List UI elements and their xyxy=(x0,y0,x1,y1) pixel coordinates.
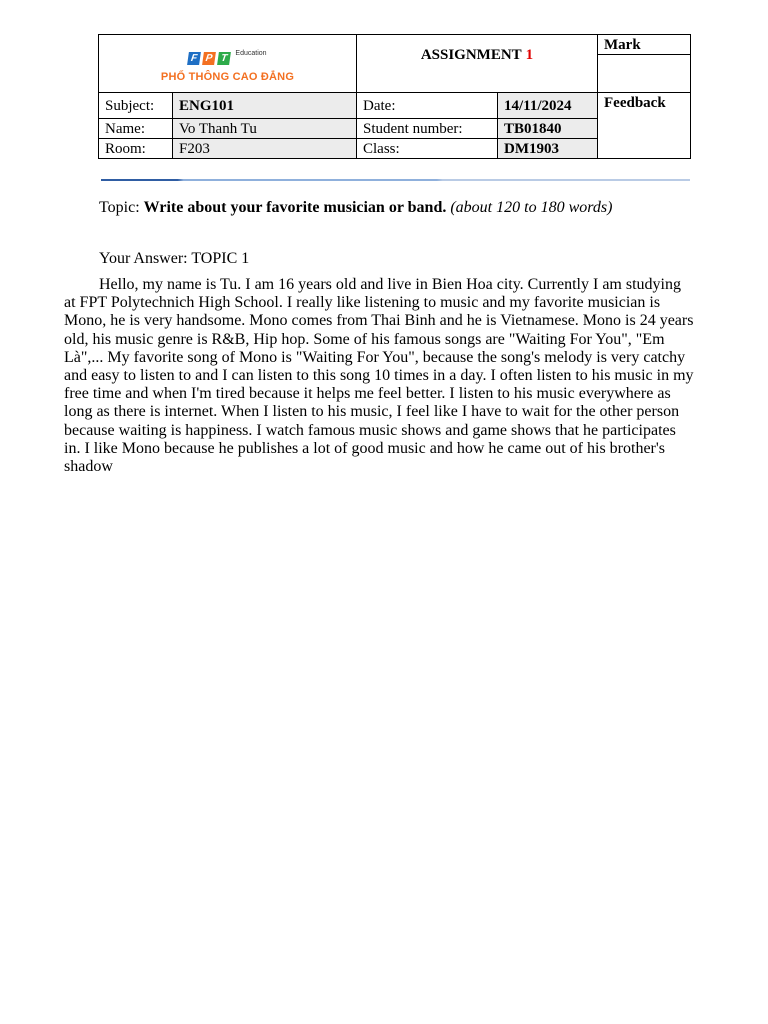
date-value: 14/11/2024 xyxy=(497,92,598,119)
answer-body: Hello, my name is Tu. I am 16 years old and live in Bien Hoa city. Currently I am studying at FPT Polytechnich High School. I really like listening to music and my favorite musician is Mono, he is very handsome. Mono comes from Thai Binh and he is Vietnamese. Mono is 24 years old, his music genre is R&B, Hip hop. Some of his famous songs are "Waiting For You", "Em Là",... My favorite song of Mono is "Waiting For You", because the song's melody is very catchy and easy to listen to and I can listen to this song 10 times in a day. I often listen to his music in my free time and when I'm tired because it helps me feel better. I listen to his music everywhere as long as there is internet. When I listen to his music, I feel like I have to wait for the other person because waiting is happiness. I watch famous music shows and game shows that he participates in. I like Mono because he publishes a lot of good music and how he came out of his brother's shadow xyxy=(64,276,694,476)
topic-word-count: (about 120 to 180 words) xyxy=(450,199,613,216)
room-label: Room: xyxy=(98,138,173,159)
student-number-label: Student number: xyxy=(356,118,498,139)
logo-letter-t: T xyxy=(218,52,232,65)
topic-title: Write about your favorite musician or band. xyxy=(143,199,447,216)
subject-label: Subject: xyxy=(98,92,173,119)
student-number-value: TB01840 xyxy=(497,118,598,139)
subject-value: ENG101 xyxy=(172,92,357,119)
class-value: DM1903 xyxy=(497,138,598,159)
mark-value-field xyxy=(597,54,691,93)
assignment-number: 1 xyxy=(525,47,534,63)
assignment-label: ASSIGNMENT xyxy=(420,47,522,63)
date-label: Date: xyxy=(356,92,498,119)
answer-label: Your Answer: TOPIC 1 xyxy=(99,250,250,267)
topic-line xyxy=(99,199,612,217)
room-value: F203 xyxy=(172,138,357,159)
feedback-label: Feedback xyxy=(597,92,691,159)
header-divider xyxy=(101,179,690,181)
logo-education-text: Education xyxy=(235,50,267,57)
assignment-header-table xyxy=(98,34,691,159)
topic-label: Topic: xyxy=(99,199,140,216)
class-label: Class: xyxy=(356,138,498,159)
assignment-title xyxy=(356,34,598,93)
fpt-education-logo xyxy=(188,45,266,65)
name-label: Name: xyxy=(98,118,173,139)
name-value: Vo Thanh Tu xyxy=(172,118,357,139)
logo-letter-f: F xyxy=(188,52,202,65)
school-logo xyxy=(98,34,357,93)
mark-label: Mark xyxy=(597,34,691,55)
logo-letter-p: P xyxy=(203,52,217,65)
school-name: PHỔ THÔNG CAO ĐẲNG xyxy=(160,71,295,83)
